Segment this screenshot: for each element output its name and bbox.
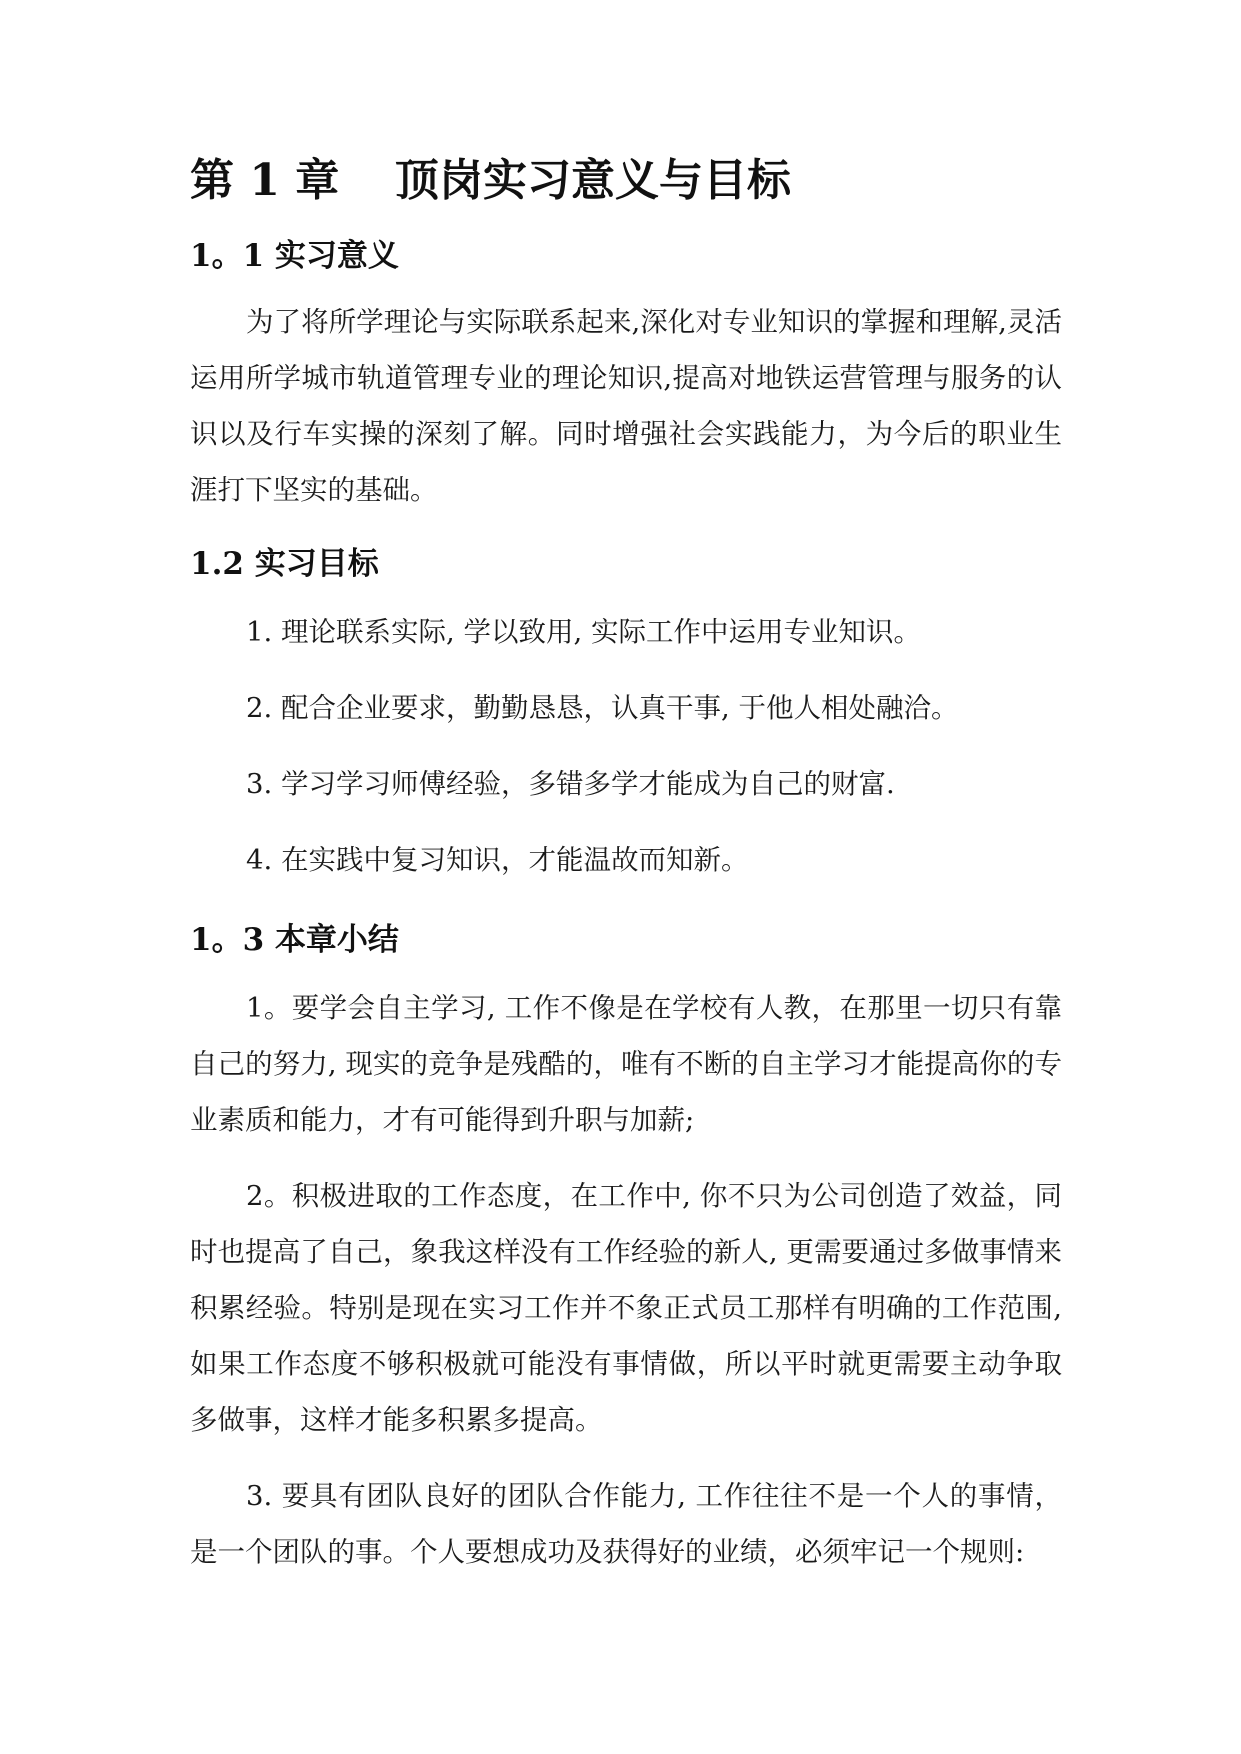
chapter-title <box>190 148 1062 214</box>
goal-item: 3. 学习学习师傅经验，多错多学才能成为自己的财富. <box>246 768 895 800</box>
section-heading-goals: 1.2 实习目标 <box>190 546 379 582</box>
section-heading-summary: 1。3 本章小结 <box>190 922 399 958</box>
section-heading-significance: 1。1 实习意义 <box>190 238 399 274</box>
summary-paragraph: 1。要学会自主学习, 工作不像是在学校有人教，在那里一切只有靠自己的努力, 现实的竞争是残酷的，唯有不断的自主学习才能提高你的专业素质和能力，才有可能得到升职与加薪; <box>190 992 1062 1136</box>
page-content <box>190 148 1062 1580</box>
goal-item: 2. 配合企业要求，勤勤恳恳，认真干事, 于他人相处融洽。 <box>246 692 959 724</box>
chapter-title-text: 顶岗实习意义与目标 <box>395 155 791 206</box>
goal-item: 4. 在实践中复习知识，才能温故而知新。 <box>246 844 749 876</box>
summary-paragraph: 2。积极进取的工作态度，在工作中, 你不只为公司创造了效益，同时也提高了自己，象我这样没有工作经验的新人, 更需要通过多做事情来积累经验。特别是现在实习工作并不象正式员工那样有明确的工作范围, 如果工作态度不够积极就可能没有事情做，所以平时就更需要主动争取多做事，这样才能多积累多提高。 <box>190 1180 1062 1436</box>
significance-paragraph: 为了将所学理论与实际联系起来,深化对专业知识的掌握和理解,灵活运用所学城市轨道管理专业的理论知识,提高对地铁运营管理与服务的认识以及行车实操的深刻了解。同时增强社会实践能力，为今后的职业生涯打下坚实的基础。 <box>190 306 1062 506</box>
summary-paragraph: 3. 要具有团队良好的团队合作能力, 工作往往不是一个人的事情，是一个团队的事。个人要想成功及获得好的业绩，必须牢记一个规则: <box>190 1480 1062 1568</box>
goal-item: 1. 理论联系实际, 学以致用, 实际工作中运用专业知识。 <box>246 616 921 648</box>
chapter-number: 第 1 章 <box>190 155 340 206</box>
